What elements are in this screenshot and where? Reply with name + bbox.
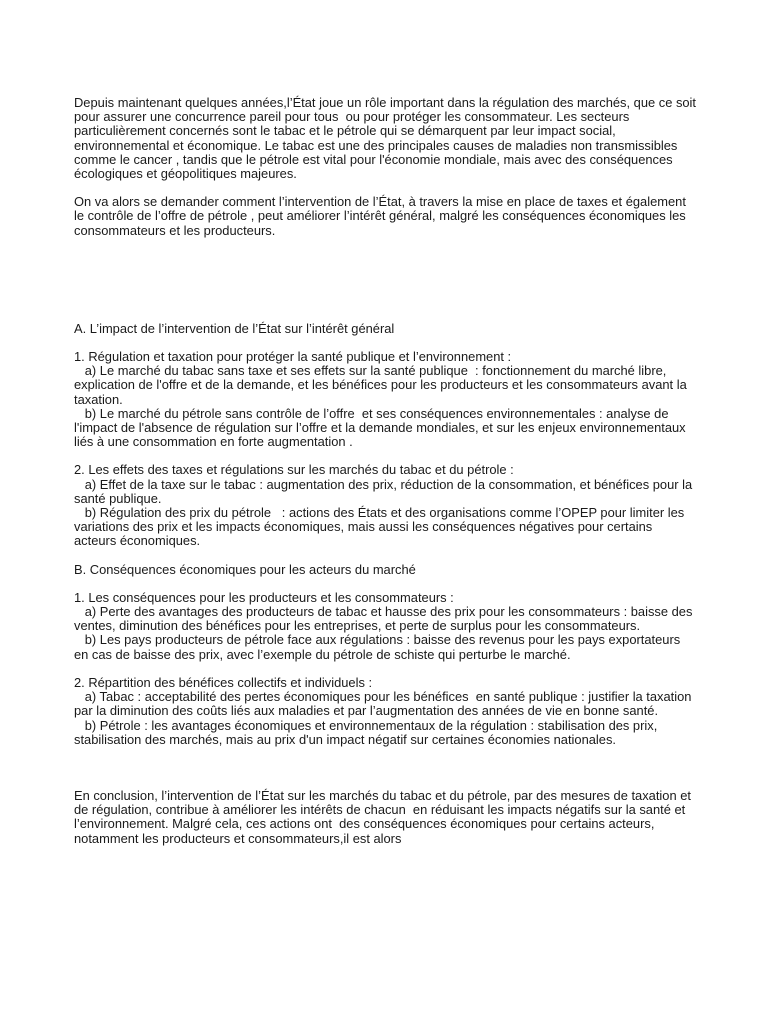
part-b-heading: B. Conséquences économiques pour les acteurs du marché	[74, 561, 416, 577]
intro-paragraph-1: Depuis maintenant quelques années,l’État joue un rôle important dans la régulation des marchés, que ce soit pour assurer une concurrence pareil pour tous ou pour protéger les consommateur. Les secteurs particulièrement concernés sont le tabac et le pétrole qui se démarquent par leur impact social, environnemental et économique. Le tabac est une des principales causes de maladies non transmissibles comme le cancer , tandis que le pétrole est vital pour l'économie mondiale, mais avec des conséquences écologiques et géopolitiques majeures.	[74, 95, 700, 182]
part-b-section-2-item-b: b) Pétrole : les avantages économiques et environnementaux de la régulation : stabilisation des prix, stabilisation des marchés, mais au prix d'un impact négatif sur certaines économies nationales.	[74, 717, 661, 747]
part-b-section-1-item-a: a) Perte des avantages des producteurs de tabac et hausse des prix pour les consommateurs : baisse des ventes, diminution des bénéfices pour les entreprises, et perte de surplus pour les consommateurs.	[74, 604, 696, 634]
document-page	[74, 96, 698, 846]
part-a-section-2-item-a: a) Effet de la taxe sur le tabac : augmentation des prix, réduction de la consommation, et bénéfices pour la santé publique.	[74, 476, 696, 506]
part-b-section-2-title: 2. Répartition des bénéfices collectifs et individuels :	[74, 674, 373, 690]
spacer	[74, 238, 698, 322]
spacer	[74, 449, 698, 463]
part-a-heading: A. L’impact de l’intervention de l’État sur l’intérêt général	[74, 320, 395, 336]
spacer	[74, 336, 698, 350]
part-b-section-1-item-b: b) Les pays producteurs de pétrole face aux régulations : baisse des revenus pour les pays exportateurs en cas de baisse des prix, avec l’exemple du pétrole de schiste qui perturbe le marché.	[74, 632, 684, 662]
spacer	[74, 747, 698, 789]
part-b-section-1-title: 1. Les conséquences pour les producteurs et les consommateurs :	[74, 589, 454, 605]
part-a-section-2-item-b: b) Régulation des prix du pétrole : actions des États et des organisations comme l’OPEP pour limiter les variations des prix et les impacts économiques, mais aussi les conséquences négatives pour certains acteurs économiques.	[74, 505, 688, 549]
part-a-section-2-title: 2. Les effets des taxes et régulations sur les marchés du tabac et du pétrole :	[74, 462, 514, 478]
spacer	[74, 181, 698, 195]
part-a-section-1-item-a: a) Le marché du tabac sans taxe et ses effets sur la santé publique : fonctionnement du marché libre, explication de l'offre et de la demande, et les bénéfices pour les producteurs et les consommateurs avant la taxation.	[74, 363, 691, 407]
part-a-section-1-item-b: b) Le marché du pétrole sans contrôle de l’offre et ses conséquences environnementales : analyse de l'impact de l'absence de régulation sur l’offre et la demande mondiales, et sur les enjeux environnementaux liés à une consommation en forte augmentation .	[74, 405, 690, 450]
spacer	[74, 662, 698, 676]
part-b-section-2-item-a: a) Tabac : acceptabilité des pertes économiques pour les bénéfices en santé publique : justifier la taxation par la diminution des coûts liés aux maladies et par l’augmentation des années de vie en bonne santé.	[74, 689, 696, 719]
spacer	[74, 549, 698, 563]
spacer	[74, 577, 698, 591]
intro-paragraph-2: On va alors se demander comment l’intervention de l’État, à travers la mise en place de taxes et également le contrôle de l’offre de pétrole , peut améliorer l’intérêt général, malgré les conséquences économiques les consommateurs et les producteurs.	[74, 194, 690, 238]
part-a-section-1-title: 1. Régulation et taxation pour protéger la santé publique et l’environnement :	[74, 349, 512, 365]
conclusion-paragraph: En conclusion, l’intervention de l’État sur les marchés du tabac et du pétrole, par des mesures de taxation et de régulation, contribue à améliorer les intérêts de chacun en réduisant les impacts négatifs sur la santé et l’environnement. Malgré cela, ces actions ont des conséquences économiques pour certains acteurs, notamment les producteurs et consommateurs,il est alors	[74, 787, 695, 846]
